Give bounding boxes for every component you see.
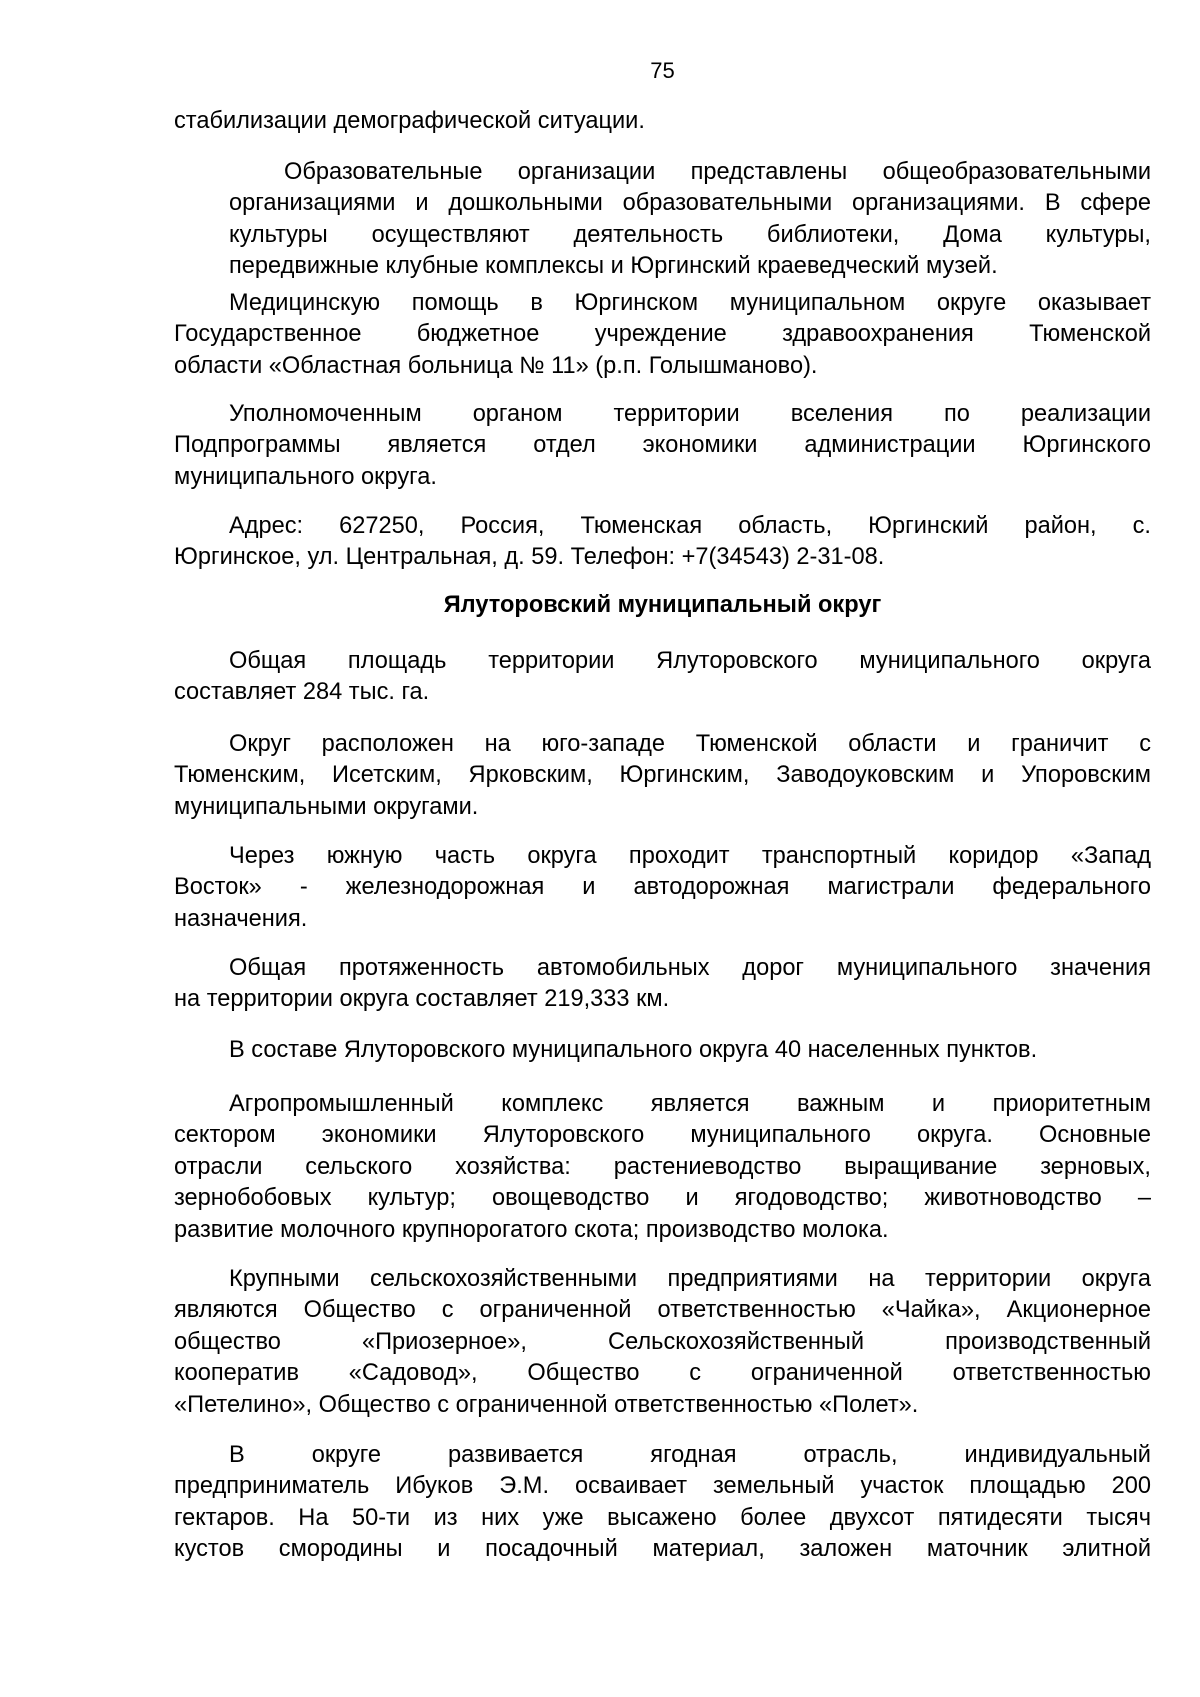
paragraph-line: Через южную часть округа проходит транспортный коридор «Запад [229, 843, 1151, 869]
paragraph-line: «Петелино», Общество с ограниченной ответственностью «Полет». [174, 1391, 919, 1418]
paragraph-agro [174, 1089, 1151, 1246]
paragraph-line: назначения. [174, 905, 308, 932]
paragraph-line: В составе Ялуторовского муниципального округа 40 населенных пунктов. [229, 1037, 1038, 1063]
paragraph-line: Агропромышленный комплекс является важным и приоритетным [229, 1091, 1151, 1117]
paragraph-transport [174, 841, 1151, 935]
paragraph-line: Юргинское, ул. Центральная, д. 59. Телефон: +7(34543) 2-31-08. [174, 544, 885, 571]
paragraph-line: на территории округа составляет 219,333 км. [174, 986, 670, 1013]
paragraph-area [174, 646, 1151, 709]
paragraph-line: Медицинскую помощь в Юргинском муниципальном округе оказывает [229, 290, 1151, 316]
paragraph-line: зернобобовых культур; овощеводство и ягодоводство; животноводство – [174, 1185, 1151, 1212]
paragraph-line: общество «Приозерное», Сельскохозяйственный производственный [174, 1328, 1151, 1355]
paragraph-1 [174, 106, 1151, 137]
page-number: 75 [650, 58, 675, 83]
paragraph-line: Округ расположен на юго-западе Тюменской области и граничит с [229, 731, 1151, 757]
paragraph-line: стабилизации демографической ситуации. [174, 108, 645, 134]
paragraph-line: муниципального округа. [174, 463, 437, 490]
paragraph-berries [174, 1440, 1151, 1566]
paragraph-settlements [174, 1035, 1151, 1066]
paragraph-line: Общая протяженность автомобильных дорог муниципального значения [229, 955, 1151, 981]
paragraph-education [174, 157, 1151, 283]
paragraph-line: культуры осуществляют деятельность библиотеки, Дома культуры, [229, 221, 1151, 248]
paragraph-line: Крупными сельскохозяйственными предприятиями на территории округа [229, 1266, 1151, 1292]
paragraph-enterprises [174, 1264, 1151, 1421]
paragraph-line: передвижные клубные комплексы и Юргинский краеведческий музей. [229, 253, 998, 280]
paragraph-line: Тюменским, Исетским, Ярковским, Юргинским, Заводоуковским и Упоровским [174, 762, 1151, 789]
paragraph-line: Государственное бюджетное учреждение здравоохранения Тюменской [174, 321, 1151, 348]
paragraph-line: отрасли сельского хозяйства: растениеводство выращивание зерновых, [174, 1153, 1151, 1180]
paragraph-line: Восток» - железнодорожная и автодорожная магистрали федерального [174, 874, 1151, 901]
paragraph-medical [174, 288, 1151, 382]
paragraph-line: являются Общество с ограниченной ответственностью «Чайка», Акционерное [174, 1297, 1151, 1324]
paragraph-line: В округе развивается ягодная отрасль, индивидуальный [229, 1442, 1151, 1468]
paragraph-line: Общая площадь территории Ялуторовского муниципального округа [229, 648, 1151, 674]
paragraph-line: кустов смородины и посадочный материал, заложен маточник элитной [174, 1536, 1151, 1563]
paragraph-line: области «Областная больница № 11» (р.п. Голышманово). [174, 352, 818, 379]
paragraph-line: муниципальными округами. [174, 793, 479, 820]
paragraph-line: предприниматель Ибуков Э.М. осваивает земельный участок площадью 200 [174, 1473, 1151, 1500]
paragraph-line: Уполномоченным органом территории вселения по реализации [229, 401, 1151, 427]
paragraph-line: кооператив «Садовод», Общество с ограниченной ответственностью [174, 1360, 1151, 1387]
paragraph-authority [174, 399, 1151, 493]
paragraph-line: сектором экономики Ялуторовского муниципального округа. Основные [174, 1122, 1151, 1149]
paragraph-line: Подпрограммы является отдел экономики администрации Юргинского [174, 432, 1151, 459]
paragraph-address [174, 511, 1151, 574]
paragraph-line: организациями и дошкольными образовательными организациями. В сфере [229, 190, 1151, 217]
paragraph-line: Адрес: 627250, Россия, Тюменская область, Юргинский район, с. [229, 513, 1151, 539]
paragraph-line: гектаров. На 50-ти из них уже высажено более двухсот пятидесяти тысяч [174, 1504, 1151, 1531]
paragraph-line: Образовательные организации представлены общеобразовательными [284, 159, 1151, 185]
paragraph-line: составляет 284 тыс. га. [174, 679, 430, 706]
section-heading: Ялуторовский муниципальный округ [443, 592, 882, 618]
paragraph-roads [174, 953, 1151, 1016]
paragraph-location [174, 729, 1151, 823]
paragraph-line: развитие молочного крупнорогатого скота; производство молока. [174, 1216, 889, 1243]
